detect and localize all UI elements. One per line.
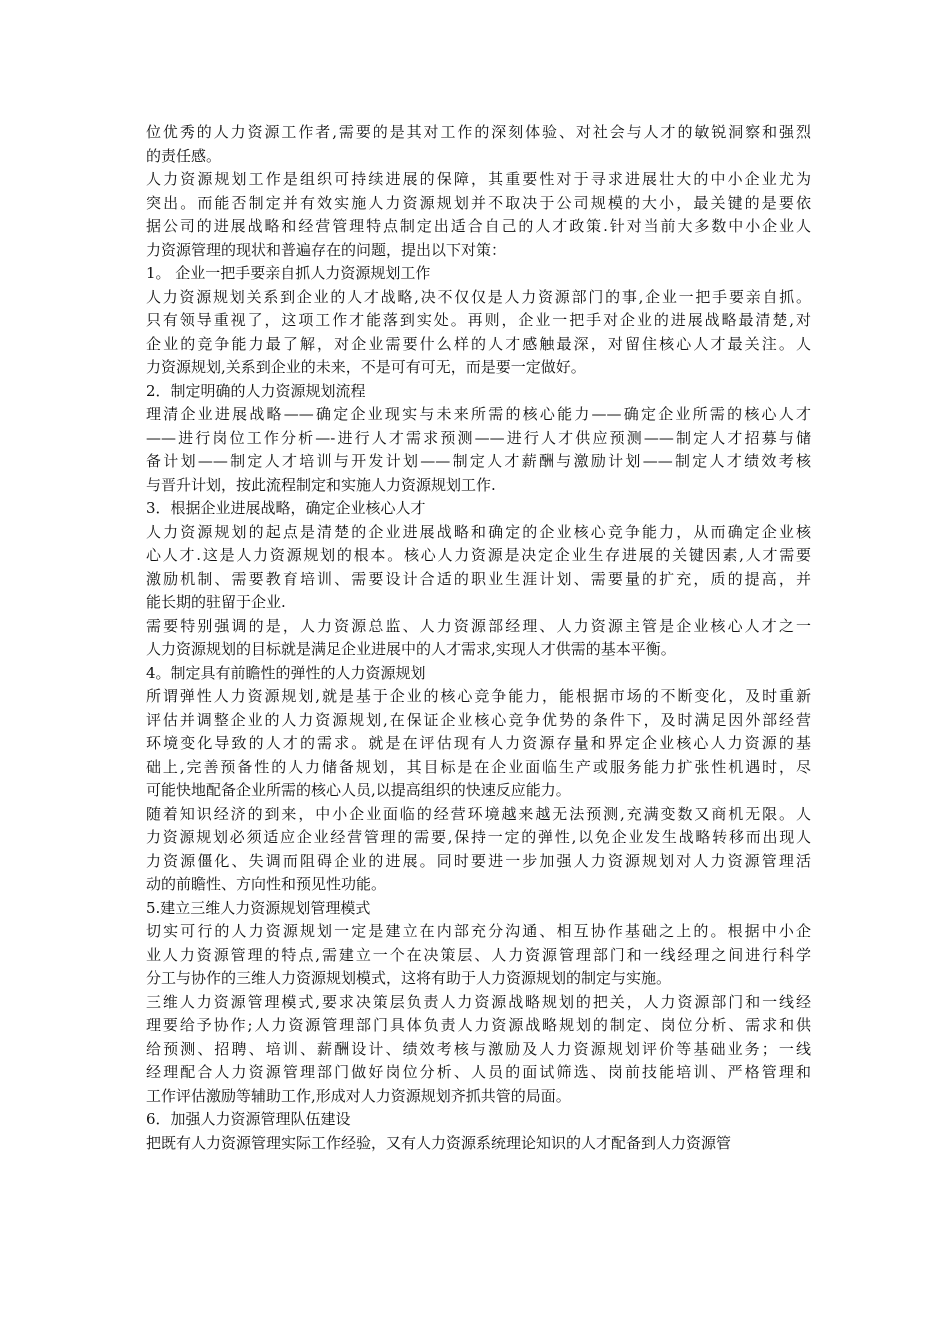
text-line: 6．加强人力资源管理队伍建设 [146,1110,351,1128]
text-line: 人力资源规划的起点是清楚的企业进展战略和确定的企业核心竞争能力，从而确定企业核 [146,522,811,541]
text-line: 工作评估激励等辅助工作,形成对人力资源规划齐抓共管的局面。 [146,1086,571,1105]
text-line: 突出。而能否制定并有效实施人力资源规划并不取决于公司规模的大小，最关键的是要依 [146,193,811,212]
text-line: 企业的竞争能力最了解，对企业需要什么样的人才感触最深，对留住核心人才最关注。人 [146,334,811,353]
body-paragraph [146,920,811,991]
text-line: 人力资源规划关系到企业的人才战略,决不仅仅是人力资源部门的事,企业一把手要亲自抓。 [146,287,811,306]
text-line: 只有领导重视了，这项工作才能落到实处。再则，企业一把手对企业的进展战略最清楚,对 [146,311,811,329]
section-heading [146,1108,811,1132]
text-line: 分工与协作的三维人力资源规划模式，这将有助于人力资源规划的制定与实施。 [146,969,672,987]
body-paragraph [146,403,811,497]
text-line: 与晋升计划，按此流程制定和实施人力资源规划工作. [146,475,496,494]
text-line: 业人力资源管理的特点,需建立一个在决策层、人力资源管理部门和一线经理之间进行科学 [146,945,811,964]
text-line: 力资源规划必须适应企业经营管理的需要,保持一定的弹性,以免企业发生战略转移而出现人 [146,828,811,846]
text-line: 激励机制、需要教育培训、需要设计合适的职业生涯计划、需要量的扩充，质的提高，并 [146,569,811,588]
text-line: 随着知识经济的到来，中小企业面临的经营环境越来越无法预测,充满变数又商机无限。人 [146,804,811,823]
text-line: 的责任感。 [146,146,222,165]
text-line: 备计划——制定人才培训与开发计划——制定人才薪酬与激励计划——制定人才绩效考核 [146,452,811,470]
section-heading [146,262,811,286]
text-line: 把既有人力资源管理实际工作经验，又有人力资源系统理论知识的人才配备到人力资源管 [146,1133,732,1152]
text-line: 能长期的驻留于企业. [146,593,286,611]
text-line: 给预测、招聘、培训、薪酬设计、绩效考核与激励及人力资源规划评价等基础业务；一线 [146,1039,811,1058]
section-heading [146,380,811,404]
body-paragraph [146,121,811,168]
text-line: 评估并调整企业的人力资源规划,在保证企业核心竞争优势的条件下，及时满足因外部经营 [146,710,811,729]
section-heading [146,662,811,686]
text-line: 础上,完善预备性的人力储备规划，其目标是在企业面临生产或服务能力扩张性机遇时，尽 [146,757,811,776]
text-line: 理要给予协作;人力资源管理部门具体负责人力资源战略规划的制定、岗位分析、需求和供 [146,1016,811,1034]
text-line: 三维人力资源管理模式,要求决策层负责人力资源战略规划的把关，人力资源部门和一线经 [146,992,811,1011]
text-line: 1。 企业一把手要亲自抓人力资源规划工作 [146,264,431,282]
text-line: 所谓弹性人力资源规划,就是基于企业的核心竞争能力，能根据市场的不断变化，及时重新 [146,687,811,705]
text-line: 人力资源规划工作是组织可持续进展的保障，其重要性对于寻求进展壮大的中小企业尤为 [146,170,811,188]
text-line: 心人才.这是人力资源规划的根本。核心人力资源是决定企业生存进展的关键因素,人才需要 [146,546,811,564]
section-heading [146,897,811,921]
text-line: 力资源僵化、失调而阻碍企业的进展。同时要进一步加强人力资源规划对人力资源管理活 [146,851,811,870]
text-line: 经理配合人力资源管理部门做好岗位分析、人员的面试筛选、岗前技能培训、严格管理和 [146,1063,811,1081]
body-paragraph [146,168,811,262]
text-line: 切实可行的人力资源规划一定是建立在内部充分沟通、相互协作基础之上的。根据中小企 [146,922,811,940]
text-line: 据公司的进展战略和经营管理特点制定出适合自己的人才政策.针对当前大多数中小企业人 [146,217,811,235]
text-line: ——进行岗位工作分析—-进行人才需求预测——进行人才供应预测——制定人才招募与储 [146,428,811,447]
text-line: 力资源管理的现状和普遍存在的问题，提出以下对策： [146,240,507,259]
section-heading [146,497,811,521]
text-line: 可能快地配备企业所需的核心人员,以提高组织的快速反应能力。 [146,781,571,799]
text-line: 4。制定具有前瞻性的弹性的人力资源规划 [146,663,426,682]
document-page [146,121,811,1155]
body-paragraph [146,286,811,380]
text-line: 3．根据企业进展战略，确定企业核心人才 [146,499,426,517]
text-line: 位优秀的人力资源工作者,需要的是其对工作的深刻体验、对社会与人才的敏锐洞察和强烈 [146,123,811,141]
text-line: 需要特别强调的是，人力资源总监、人力资源部经理、人力资源主管是企业核心人才之一 [146,616,811,635]
body-paragraph [146,521,811,615]
text-line: 2．制定明确的人力资源规划流程 [146,381,366,400]
text-line: 力资源规划,关系到企业的未来，不是可有可无，而是要一定做好。 [146,358,586,376]
text-line: 人力资源规划的目标就是满足企业进展中的人才需求,实现人才供需的基本平衡。 [146,640,676,658]
body-paragraph [146,991,811,1109]
text-line: 动的前瞻性、方向性和预见性功能。 [146,875,387,893]
body-paragraph [146,685,811,803]
text-line: 环境变化导致的人才的需求。就是在评估现有人力资源存量和界定企业核心人力资源的基 [146,734,811,752]
body-paragraph [146,1132,811,1156]
body-paragraph [146,615,811,662]
text-line: 理清企业进展战略——确定企业现实与未来所需的核心能力——确定企业所需的核心人才 [146,405,811,423]
body-paragraph [146,803,811,897]
text-line: 5.建立三维人力资源规划管理模式 [146,898,371,917]
